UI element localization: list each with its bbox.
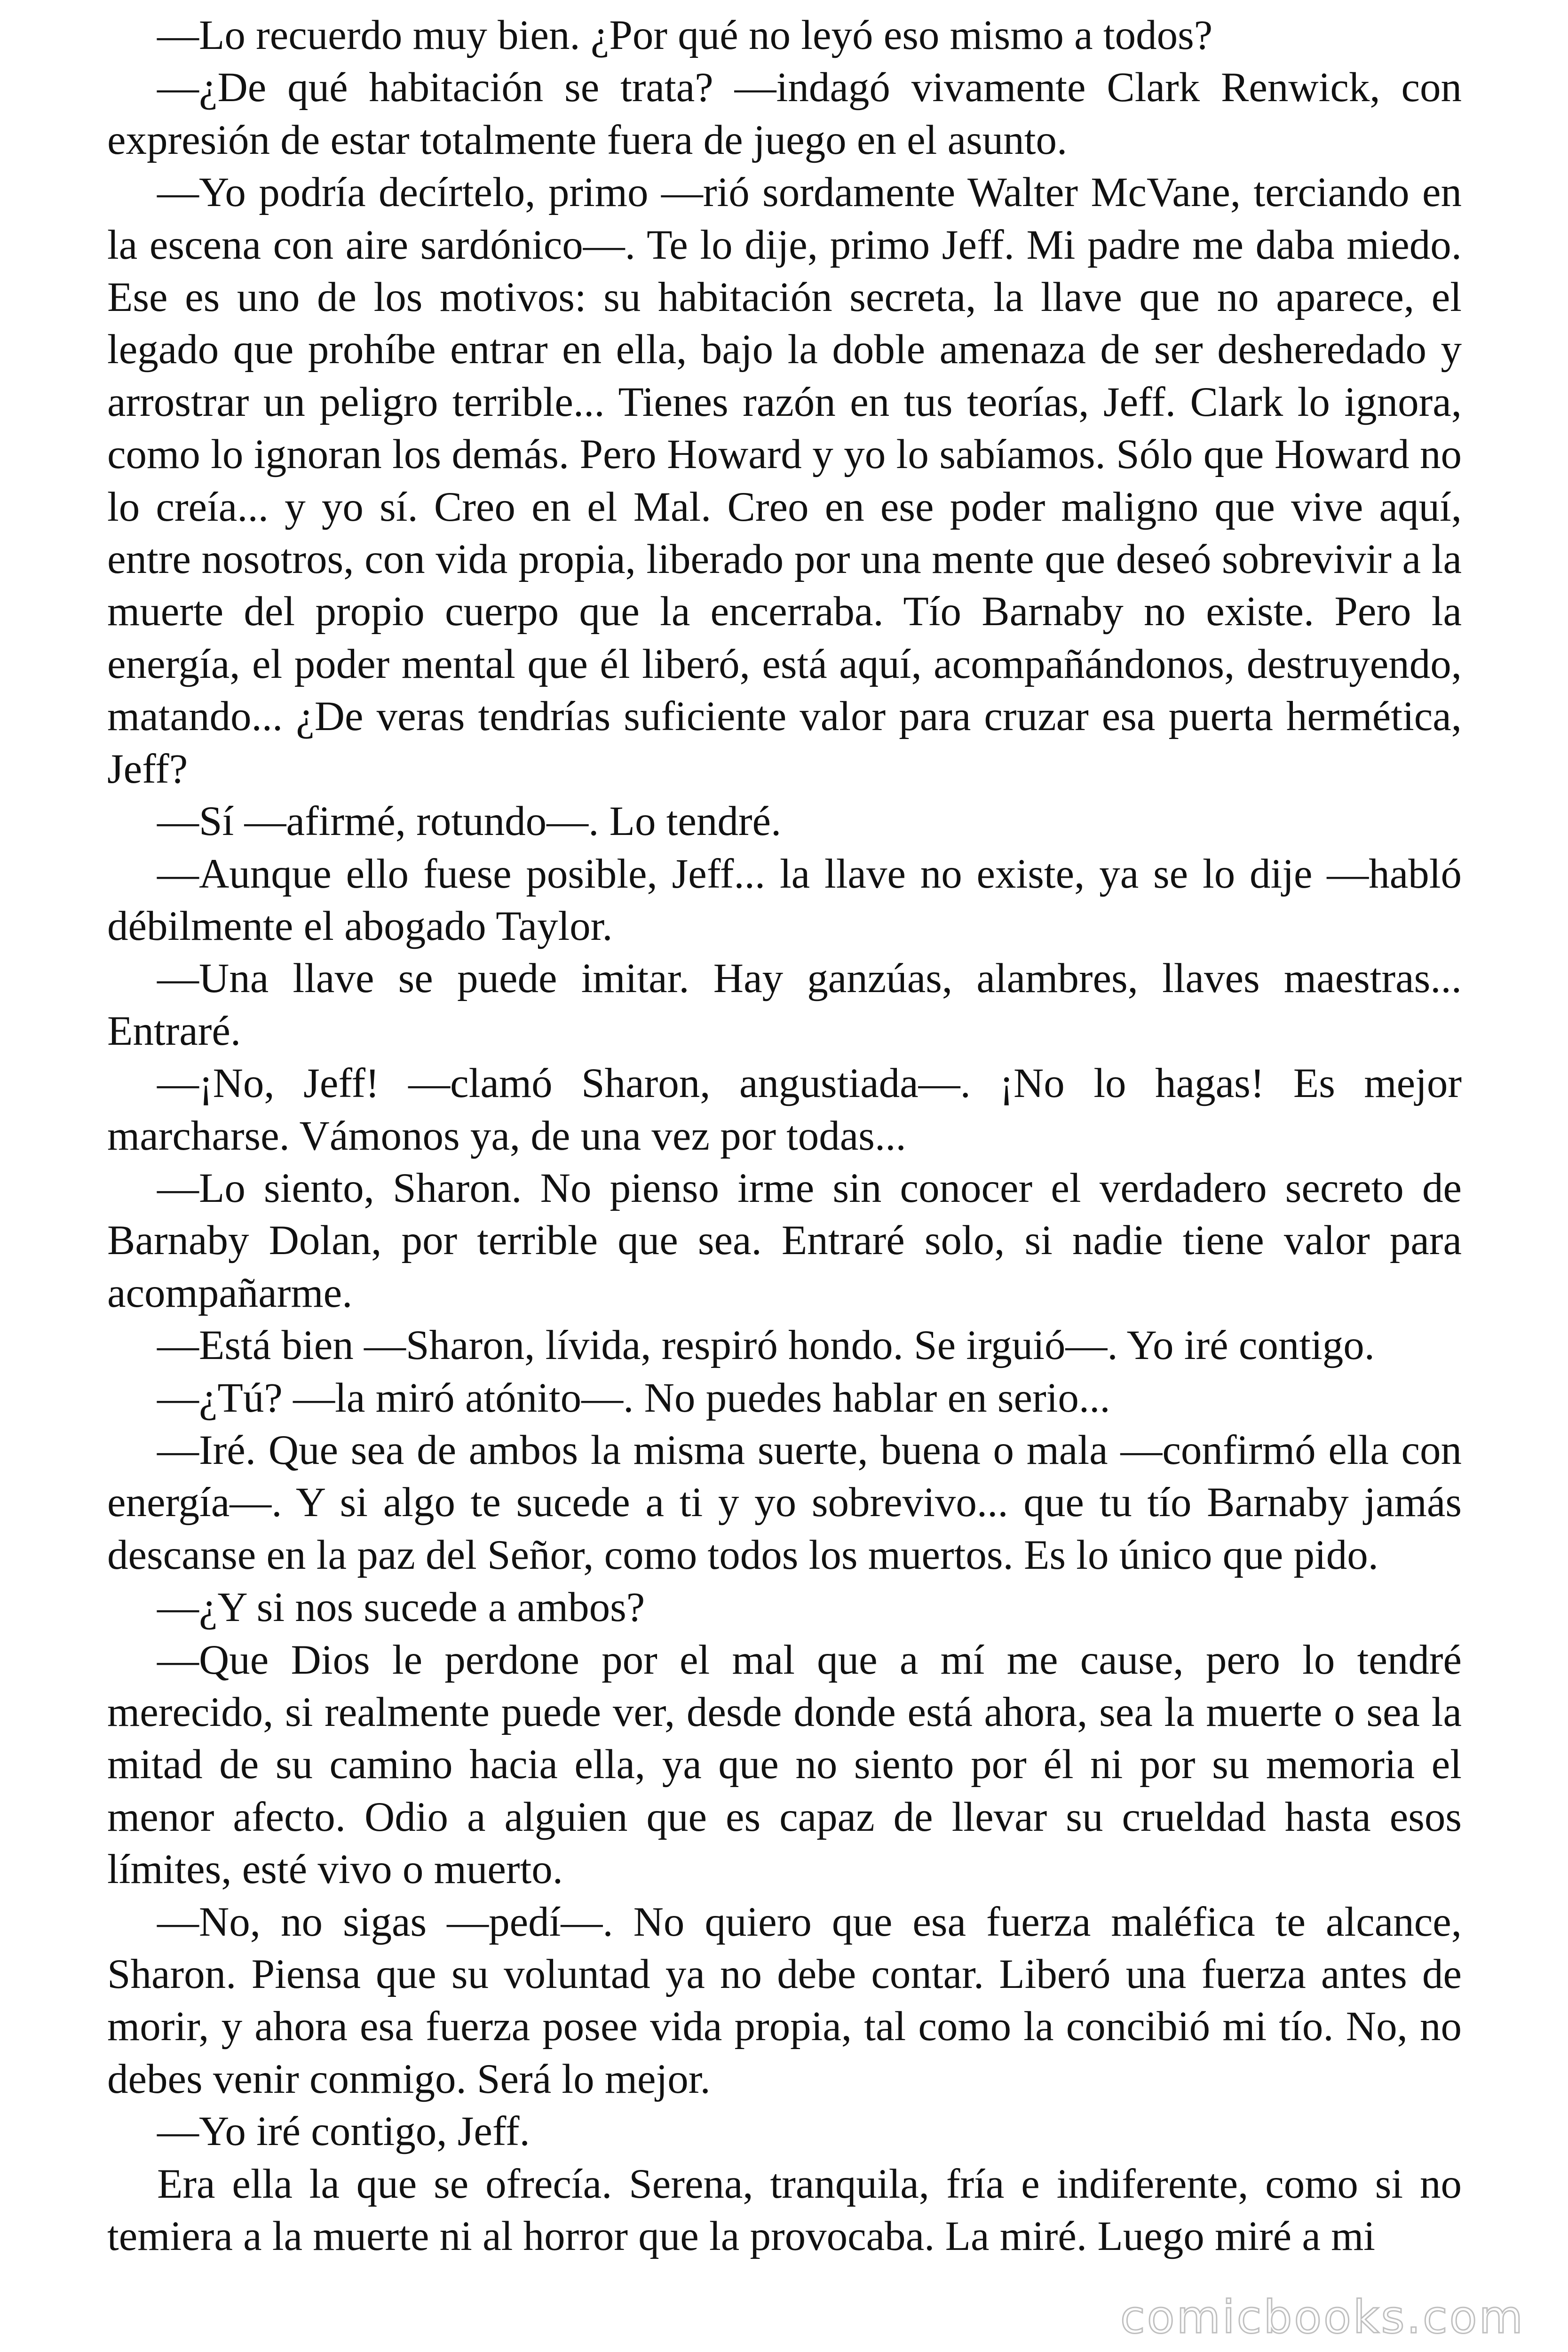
paragraph: —Yo iré contigo, Jeff. xyxy=(157,2108,530,2155)
paragraph: —Está bien —Sharon, lívida, respiró hondo. Se irguió—. Yo iré contigo. xyxy=(157,1322,1375,1369)
paragraph: —Lo recuerdo muy bien. ¿Por qué no leyó eso mismo a todos? xyxy=(157,12,1213,58)
paragraph: —¿Y si nos sucede a ambos? xyxy=(157,1584,645,1631)
paragraph: —Sí —afirmé, rotundo—. Lo tendré. xyxy=(157,798,782,845)
paragraph: —Que Dios le perdone por el mal que a mí me cause, pero lo tendré merecido, si realmente puede ver, desde donde está ahora, sea la muerte o sea la mitad de su camino hacia ella, ya que no siento por él ni por su memoria el menor afecto. Odio a alguien que es capaz de llevar su crueldad hasta esos límites, esté vivo o muerto. xyxy=(107,1637,1462,1893)
paragraph: —¿De qué habitación se trata? —indagó vivamente Clark Renwick, con expresión de estar totalmente fuera de juego en el asunto. xyxy=(107,64,1462,163)
paragraph: —Lo siento, Sharon. No pienso irme sin conocer el verdadero secreto de Barnaby Dolan, por terrible que sea. Entraré solo, si nadie tiene valor para acompañarme. xyxy=(107,1165,1462,1316)
paragraph: —¡No, Jeff! —clamó Sharon, angustiada—. ¡No lo hagas! Es mejor marcharse. Vámonos ya, de una vez por todas... xyxy=(107,1060,1462,1159)
watermark-logo: comicbooks.com xyxy=(1120,2291,1525,2344)
body-text xyxy=(107,9,1462,2263)
paragraph: Era ella la que se ofrecía. Serena, tranquila, fría e indiferente, como si no temiera a la muerte ni al horror que la provocaba. La miré. Luego miré a mi xyxy=(107,2161,1462,2260)
paragraph: —¿Tú? —la miró atónito—. No puedes hablar en serio... xyxy=(157,1375,1110,1421)
paragraph: —Aunque ello fuese posible, Jeff... la llave no existe, ya se lo dije —habló débilmente el abogado Taylor. xyxy=(107,850,1462,949)
paragraph: —Una llave se puede imitar. Hay ganzúas, alambres, llaves maestras... Entraré. xyxy=(107,955,1462,1054)
paragraph: —Iré. Que sea de ambos la misma suerte, buena o mala —confirmó ella con energía—. Y si algo te sucede a ti y yo sobrevivo... que tu tío Barnaby jamás descanse en la paz del Señor, como todos los muertos. Es lo único que pido. xyxy=(107,1427,1462,1578)
paragraph: —Yo podría decírtelo, primo —rió sordamente Walter McVane, terciando en la escena con aire sardónico—. Te lo dije, primo Jeff. Mi padre me daba miedo. Ese es uno de los motivos: su habitación secreta, la llave que no aparece, el legado que prohíbe entrar en ella, bajo la doble amenaza de ser desheredado y arrostrar un peligro terrible... Tienes razón en tus teorías, Jeff. Clark lo ignora, como lo ignoran los demás. Pero Howard y yo lo sabíamos. Sólo que Howard no lo creía... y yo sí. Creo en el Mal. Creo en ese poder maligno que vive aquí, entre nosotros, con vida propia, liberado por una mente que deseó sobrevivir a la muerte del propio cuerpo que la encerraba. Tío Barnaby no existe. Pero la energía, el poder mental que él liberó, está aquí, acompañándonos, destruyendo, matando... ¿De veras tendrías suficiente valor para cruzar esa puerta hermética, Jeff? xyxy=(107,169,1462,792)
paragraph: —No, no sigas —pedí—. No quiero que esa fuerza maléfica te alcance, Sharon. Piensa que su voluntad ya no debe contar. Liberó una fuerza antes de morir, y ahora esa fuerza posee vida propia, tal como la concibió mi tío. No, no debes venir conmigo. Será lo mejor. xyxy=(107,1899,1462,2102)
